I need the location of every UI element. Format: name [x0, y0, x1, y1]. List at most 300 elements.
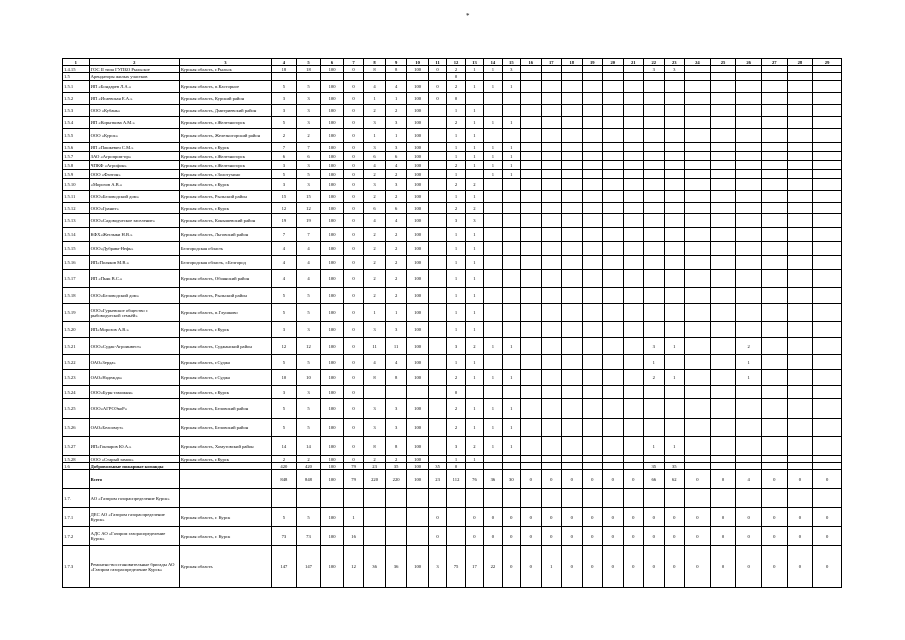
location-cell: Курская область, г. Курск — [179, 508, 271, 527]
value-cell: 100 — [321, 546, 344, 588]
value-cell — [447, 508, 465, 527]
value-cell — [603, 143, 624, 152]
value-cell — [385, 73, 407, 81]
value-cell — [321, 73, 344, 81]
value-cell — [623, 256, 644, 270]
value-cell: 100 — [407, 152, 429, 161]
value-cell — [813, 170, 842, 179]
value-cell — [761, 288, 787, 304]
value-cell — [562, 270, 583, 288]
value-cell: 0 — [710, 470, 736, 489]
value-cell — [787, 214, 813, 228]
value-cell — [428, 456, 446, 463]
location-cell: Курская область, Обоянский район — [179, 270, 271, 288]
value-cell — [710, 463, 736, 470]
value-cell — [710, 161, 736, 170]
value-cell — [447, 489, 465, 508]
value-cell — [736, 456, 762, 463]
value-cell — [521, 152, 542, 161]
value-cell — [761, 129, 787, 143]
value-cell: 3 — [296, 105, 321, 117]
value-cell: 4 — [364, 161, 386, 170]
value-cell: 66 — [644, 470, 665, 489]
value-cell: 17 — [465, 546, 483, 588]
value-cell — [603, 73, 624, 81]
value-cell: 5 — [272, 304, 297, 322]
value-cell: 8 — [364, 437, 386, 456]
value-cell — [428, 256, 446, 270]
value-cell: 5 — [272, 170, 297, 179]
value-cell: 1 — [364, 129, 386, 143]
value-cell — [644, 161, 665, 170]
value-cell — [710, 73, 736, 81]
organization-cell: Арендаторы жилых участков — [89, 73, 179, 81]
value-cell — [736, 288, 762, 304]
organization-cell: ООО«АГРОЭкоР» — [89, 399, 179, 419]
value-cell — [502, 270, 520, 288]
value-cell — [521, 437, 542, 456]
value-cell — [541, 256, 562, 270]
value-cell: 100 — [407, 355, 429, 370]
value-cell — [685, 370, 711, 386]
value-cell — [685, 143, 711, 152]
organization-cell: ООО «Курск» — [89, 129, 179, 143]
row-number-cell: 1.5.25 — [63, 399, 90, 419]
value-cell: 1 — [664, 338, 685, 355]
header-cell: 17 — [541, 59, 562, 66]
value-cell — [465, 170, 483, 179]
value-cell — [710, 456, 736, 463]
organization-cell: ГОС II типа ГУПБО Рыльское — [89, 66, 179, 73]
value-cell — [364, 508, 386, 527]
value-cell: 0 — [343, 456, 364, 463]
table-row — [63, 161, 842, 170]
value-cell — [813, 66, 842, 73]
value-cell: 100 — [321, 508, 344, 527]
value-cell — [685, 242, 711, 256]
header-cell: 7 — [343, 59, 364, 66]
value-cell — [603, 117, 624, 129]
value-cell: 3 — [364, 179, 386, 191]
value-cell: 1 — [447, 143, 465, 152]
value-cell — [761, 322, 787, 338]
value-cell: 0 — [343, 179, 364, 191]
value-cell — [582, 463, 603, 470]
value-cell — [272, 73, 297, 81]
value-cell — [623, 489, 644, 508]
value-cell — [685, 399, 711, 419]
value-cell — [603, 463, 624, 470]
value-cell — [685, 419, 711, 437]
value-cell — [623, 129, 644, 143]
value-cell — [562, 386, 583, 399]
value-cell — [272, 489, 297, 508]
organization-cell: ИП«Морозов А.В.» — [89, 322, 179, 338]
value-cell: 0 — [813, 508, 842, 527]
value-cell: 0 — [447, 73, 465, 81]
value-cell: 1 — [484, 338, 502, 355]
value-cell — [343, 73, 364, 81]
value-cell — [521, 93, 542, 105]
value-cell: 4 — [272, 256, 297, 270]
value-cell — [761, 399, 787, 419]
value-cell: 420 — [272, 463, 297, 470]
value-cell: 0 — [343, 161, 364, 170]
value-cell — [484, 105, 502, 117]
value-cell: 5 — [272, 355, 297, 370]
value-cell — [813, 370, 842, 386]
value-cell — [582, 322, 603, 338]
value-cell — [787, 437, 813, 456]
value-cell: 0 — [813, 470, 842, 489]
value-cell — [761, 81, 787, 93]
value-cell: 6 — [385, 203, 407, 214]
value-cell — [736, 170, 762, 179]
organization-cell: ООО «Фаэтон» — [89, 170, 179, 179]
value-cell — [623, 105, 644, 117]
value-cell — [761, 117, 787, 129]
value-cell: 7 — [272, 228, 297, 242]
value-cell — [787, 489, 813, 508]
value-cell: 1 — [465, 256, 483, 270]
value-cell — [562, 456, 583, 463]
value-cell — [644, 489, 665, 508]
value-cell: 0 — [710, 546, 736, 588]
value-cell: 3 — [272, 161, 297, 170]
value-cell: 18 — [272, 66, 297, 73]
value-cell — [521, 66, 542, 73]
row-number-cell: 1.5.15 — [63, 242, 90, 256]
value-cell — [562, 214, 583, 228]
value-cell: 3 — [465, 214, 483, 228]
value-cell: 1 — [484, 161, 502, 170]
value-cell — [484, 73, 502, 81]
value-cell — [582, 399, 603, 419]
value-cell: 0 — [343, 66, 364, 73]
value-cell: 0 — [343, 370, 364, 386]
value-cell — [582, 270, 603, 288]
organization-cell: ООО «Кубань» — [89, 105, 179, 117]
value-cell: 2 — [385, 270, 407, 288]
value-cell: 2 — [385, 105, 407, 117]
location-cell: Курская область, Беловский район — [179, 419, 271, 437]
value-cell — [562, 143, 583, 152]
value-cell: 3 — [364, 117, 386, 129]
value-cell — [603, 322, 624, 338]
header-cell: 22 — [644, 59, 665, 66]
value-cell — [623, 81, 644, 93]
value-cell — [502, 322, 520, 338]
value-cell — [710, 214, 736, 228]
value-cell — [623, 152, 644, 161]
value-cell — [385, 386, 407, 399]
value-cell — [664, 456, 685, 463]
value-cell — [685, 66, 711, 73]
value-cell — [813, 191, 842, 203]
location-cell: Курская область, г.Железногорск — [179, 161, 271, 170]
value-cell: 5 — [296, 170, 321, 179]
value-cell: 2 — [364, 270, 386, 288]
value-cell: 100 — [407, 546, 429, 588]
value-cell: 0 — [562, 470, 583, 489]
value-cell — [541, 456, 562, 463]
value-cell — [736, 242, 762, 256]
value-cell — [664, 152, 685, 161]
organization-cell: ДЕС АО «Газпром газораспределение Курск» — [89, 508, 179, 527]
value-cell: 1 — [484, 370, 502, 386]
value-cell: 0 — [685, 508, 711, 527]
value-cell — [541, 66, 562, 73]
value-cell: 2 — [385, 242, 407, 256]
value-cell: 73 — [296, 527, 321, 546]
value-cell: 2 — [736, 338, 762, 355]
value-cell — [428, 143, 446, 152]
value-cell: 1 — [447, 152, 465, 161]
value-cell — [321, 489, 344, 508]
value-cell — [813, 338, 842, 355]
value-cell: 0 — [813, 527, 842, 546]
value-cell — [428, 228, 446, 242]
value-cell — [502, 463, 520, 470]
value-cell: 2 — [447, 203, 465, 214]
value-cell: 0 — [343, 437, 364, 456]
value-cell: 0 — [484, 527, 502, 546]
value-cell — [813, 161, 842, 170]
value-cell — [664, 322, 685, 338]
value-cell: 1 — [385, 304, 407, 322]
value-cell: 76 — [465, 470, 483, 489]
header-cell: 20 — [603, 59, 624, 66]
value-cell — [787, 161, 813, 170]
table-row — [63, 508, 842, 527]
value-cell: 0 — [343, 214, 364, 228]
value-cell — [685, 456, 711, 463]
value-cell: 100 — [407, 288, 429, 304]
location-cell: Курская область, г.Суджа — [179, 355, 271, 370]
value-cell: 0 — [562, 546, 583, 588]
table-row — [63, 81, 842, 93]
row-number-cell — [63, 470, 90, 489]
location-cell: Белгородская область, г.Белгород — [179, 256, 271, 270]
value-cell: 0 — [623, 546, 644, 588]
value-cell: 19 — [296, 214, 321, 228]
value-cell — [502, 129, 520, 143]
value-cell: 5 — [296, 81, 321, 93]
table-row — [63, 191, 842, 203]
row-number-cell: 1.5.28 — [63, 456, 90, 463]
value-cell — [521, 105, 542, 117]
value-cell: 3 — [364, 399, 386, 419]
value-cell: 0 — [603, 527, 624, 546]
value-cell — [428, 304, 446, 322]
value-cell — [428, 288, 446, 304]
value-cell — [710, 386, 736, 399]
value-cell: 5 — [272, 399, 297, 419]
value-cell — [502, 242, 520, 256]
value-cell — [562, 179, 583, 191]
value-cell — [685, 322, 711, 338]
value-cell: 0 — [343, 288, 364, 304]
value-cell: 100 — [407, 242, 429, 256]
value-cell — [644, 304, 665, 322]
value-cell — [521, 81, 542, 93]
value-cell: 0 — [343, 93, 364, 105]
value-cell: 0 — [761, 470, 787, 489]
organization-cell: АДС АО «Газпром газораспределение Курск» — [89, 527, 179, 546]
value-cell — [603, 437, 624, 456]
value-cell: 100 — [321, 203, 344, 214]
value-cell — [685, 437, 711, 456]
value-cell — [736, 463, 762, 470]
value-cell: 0 — [787, 470, 813, 489]
organization-cell: ЧПКФ «Агрофон» — [89, 161, 179, 170]
value-cell: 2 — [385, 256, 407, 270]
value-cell: 0 — [582, 546, 603, 588]
organization-cell: «Морозов А.В.» — [89, 179, 179, 191]
value-cell — [736, 228, 762, 242]
value-cell: 1 — [502, 161, 520, 170]
value-cell: 1 — [447, 322, 465, 338]
value-cell — [685, 288, 711, 304]
value-cell: 1 — [502, 338, 520, 355]
value-cell — [664, 170, 685, 179]
value-cell — [787, 170, 813, 179]
location-cell: Курская область, г. Курск — [179, 527, 271, 546]
value-cell — [623, 386, 644, 399]
value-cell — [582, 152, 603, 161]
value-cell — [736, 489, 762, 508]
value-cell: 100 — [321, 143, 344, 152]
value-cell — [484, 191, 502, 203]
value-cell: 420 — [296, 463, 321, 470]
value-cell: 22 — [484, 546, 502, 588]
value-cell — [521, 456, 542, 463]
organization-cell: ОАО«Зерда» — [89, 355, 179, 370]
value-cell: 1 — [447, 242, 465, 256]
value-cell: 0 — [761, 527, 787, 546]
value-cell — [502, 355, 520, 370]
value-cell: 3 — [272, 93, 297, 105]
row-number-cell: 1.5.19 — [63, 304, 90, 322]
value-cell: 0 — [664, 508, 685, 527]
row-number-cell: 1.5.21 — [63, 338, 90, 355]
value-cell — [685, 129, 711, 143]
table-row — [63, 527, 842, 546]
value-cell: 1 — [736, 370, 762, 386]
table-row — [63, 546, 842, 588]
value-cell — [644, 270, 665, 288]
value-cell: 4 — [736, 470, 762, 489]
value-cell — [787, 191, 813, 203]
value-cell — [562, 322, 583, 338]
table-row — [63, 214, 842, 228]
header-cell: 6 — [321, 59, 344, 66]
value-cell: 36 — [484, 470, 502, 489]
value-cell: 3 — [296, 117, 321, 129]
value-cell — [521, 170, 542, 179]
value-cell: 0 — [343, 242, 364, 256]
location-cell: Курская область, Конышевский район — [179, 214, 271, 228]
value-cell: 100 — [407, 437, 429, 456]
value-cell — [736, 214, 762, 228]
value-cell — [710, 338, 736, 355]
value-cell — [541, 288, 562, 304]
value-cell — [521, 386, 542, 399]
value-cell — [521, 228, 542, 242]
value-cell — [813, 93, 842, 105]
value-cell — [465, 463, 483, 470]
value-cell — [710, 105, 736, 117]
value-cell: 100 — [407, 191, 429, 203]
organization-cell: ООО«Гурьевское общество с рыбоводческой семьёй» — [89, 304, 179, 322]
value-cell: 5 — [272, 81, 297, 93]
value-cell — [562, 73, 583, 81]
value-cell — [685, 228, 711, 242]
row-number-cell: 1.5.11 — [63, 191, 90, 203]
value-cell — [787, 288, 813, 304]
value-cell — [736, 143, 762, 152]
value-cell — [761, 191, 787, 203]
value-cell — [484, 228, 502, 242]
value-cell — [582, 256, 603, 270]
value-cell — [562, 170, 583, 179]
value-cell — [562, 355, 583, 370]
value-cell: 0 — [562, 527, 583, 546]
value-cell — [582, 214, 603, 228]
value-cell: 7 — [296, 143, 321, 152]
value-cell: 100 — [407, 304, 429, 322]
value-cell: 0 — [343, 170, 364, 179]
value-cell: 0 — [502, 546, 520, 588]
value-cell — [761, 143, 787, 152]
value-cell: 0 — [603, 470, 624, 489]
table-row — [63, 256, 842, 270]
value-cell: 14 — [272, 437, 297, 456]
value-cell: 0 — [761, 508, 787, 527]
value-cell — [603, 386, 624, 399]
value-cell — [685, 355, 711, 370]
value-cell — [787, 179, 813, 191]
value-cell — [582, 73, 603, 81]
value-cell — [484, 456, 502, 463]
value-cell — [623, 117, 644, 129]
value-cell: 100 — [321, 152, 344, 161]
value-cell: 1 — [484, 152, 502, 161]
value-cell: 1 — [502, 143, 520, 152]
value-cell: 0 — [502, 508, 520, 527]
value-cell — [710, 355, 736, 370]
value-cell — [521, 256, 542, 270]
location-cell: Курская область, Рыльский район — [179, 288, 271, 304]
table-row — [63, 489, 842, 508]
value-cell: 0 — [343, 304, 364, 322]
value-cell — [521, 129, 542, 143]
value-cell: 1 — [502, 437, 520, 456]
value-cell — [787, 129, 813, 143]
value-cell: 2 — [385, 288, 407, 304]
value-cell — [541, 242, 562, 256]
value-cell: 100 — [321, 81, 344, 93]
value-cell — [562, 117, 583, 129]
location-cell: Курская область, Льговский район — [179, 228, 271, 242]
value-cell — [664, 270, 685, 288]
value-cell: 4 — [296, 270, 321, 288]
value-cell: 0 — [447, 463, 465, 470]
value-cell — [484, 304, 502, 322]
value-cell — [623, 203, 644, 214]
value-cell — [603, 170, 624, 179]
value-cell — [502, 304, 520, 322]
